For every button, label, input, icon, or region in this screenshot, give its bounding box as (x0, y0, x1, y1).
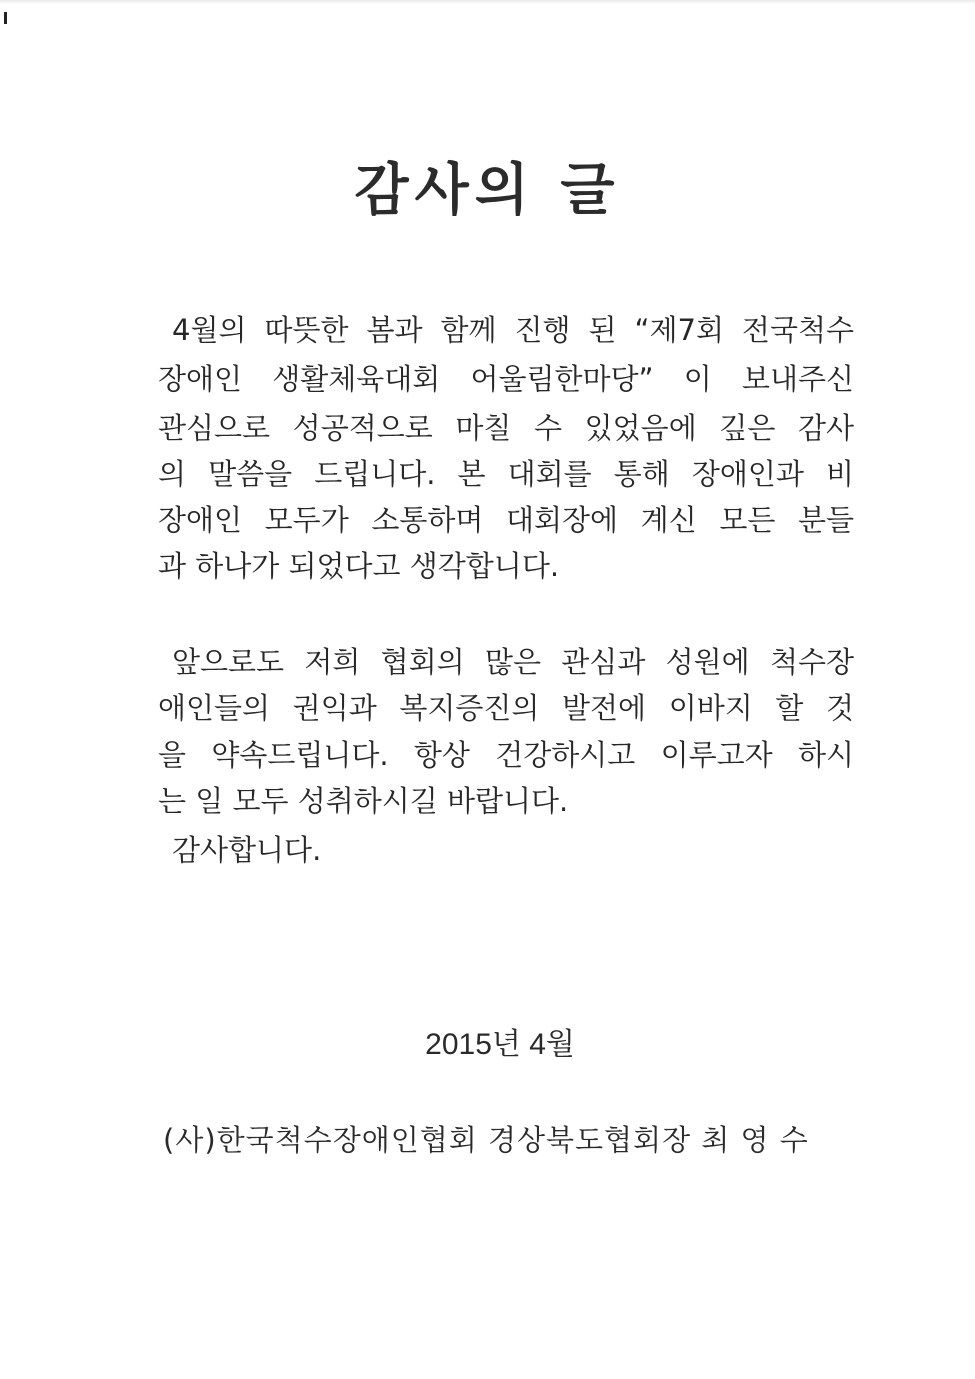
paragraph2-line-3: 을 약속드립니다. 항상 건강하시고 이루고자 하시 (158, 738, 854, 772)
paragraph1-line-1: 4월의 따뜻한 봄과 함께 진행 된 “제7회 전국척수 (172, 313, 854, 347)
paragraph1-line-3: 관심으로 성공적으로 마칠 수 있었음에 깊은 감사 (158, 411, 854, 445)
scan-top-edge (0, 0, 975, 4)
closing-line: 감사합니다. (172, 833, 322, 867)
paragraph1-line-5: 장애인 모두가 소통하며 대회장에 계신 모든 분들 (158, 503, 854, 537)
scan-edge-mark (4, 12, 7, 24)
signature-line: (사)한국척수장애인협회 경상북도협회장 최 영 수 (163, 1123, 809, 1157)
page-title: 감사의 글 (354, 158, 621, 223)
paragraph1-line-4: 의 말씀을 드립니다. 본 대회를 통해 장애인과 비 (158, 457, 854, 491)
paragraph1-line-6: 과 하나가 되었다고 생각합니다. (158, 549, 560, 583)
paragraph2-line-4: 는 일 모두 성취하시길 바랍니다. (158, 784, 569, 818)
letter-date: 2015년 4월 (425, 1028, 575, 1061)
paragraph2-line-1: 앞으로도 저희 협회의 많은 관심과 성원에 척수장 (172, 645, 854, 679)
paragraph1-line-2: 장애인 생활체육대회 어울림한마당” 이 보내주신 (158, 362, 854, 396)
paragraph2-line-2: 애인들의 권익과 복지증진의 발전에 이바지 할 것 (158, 691, 854, 725)
